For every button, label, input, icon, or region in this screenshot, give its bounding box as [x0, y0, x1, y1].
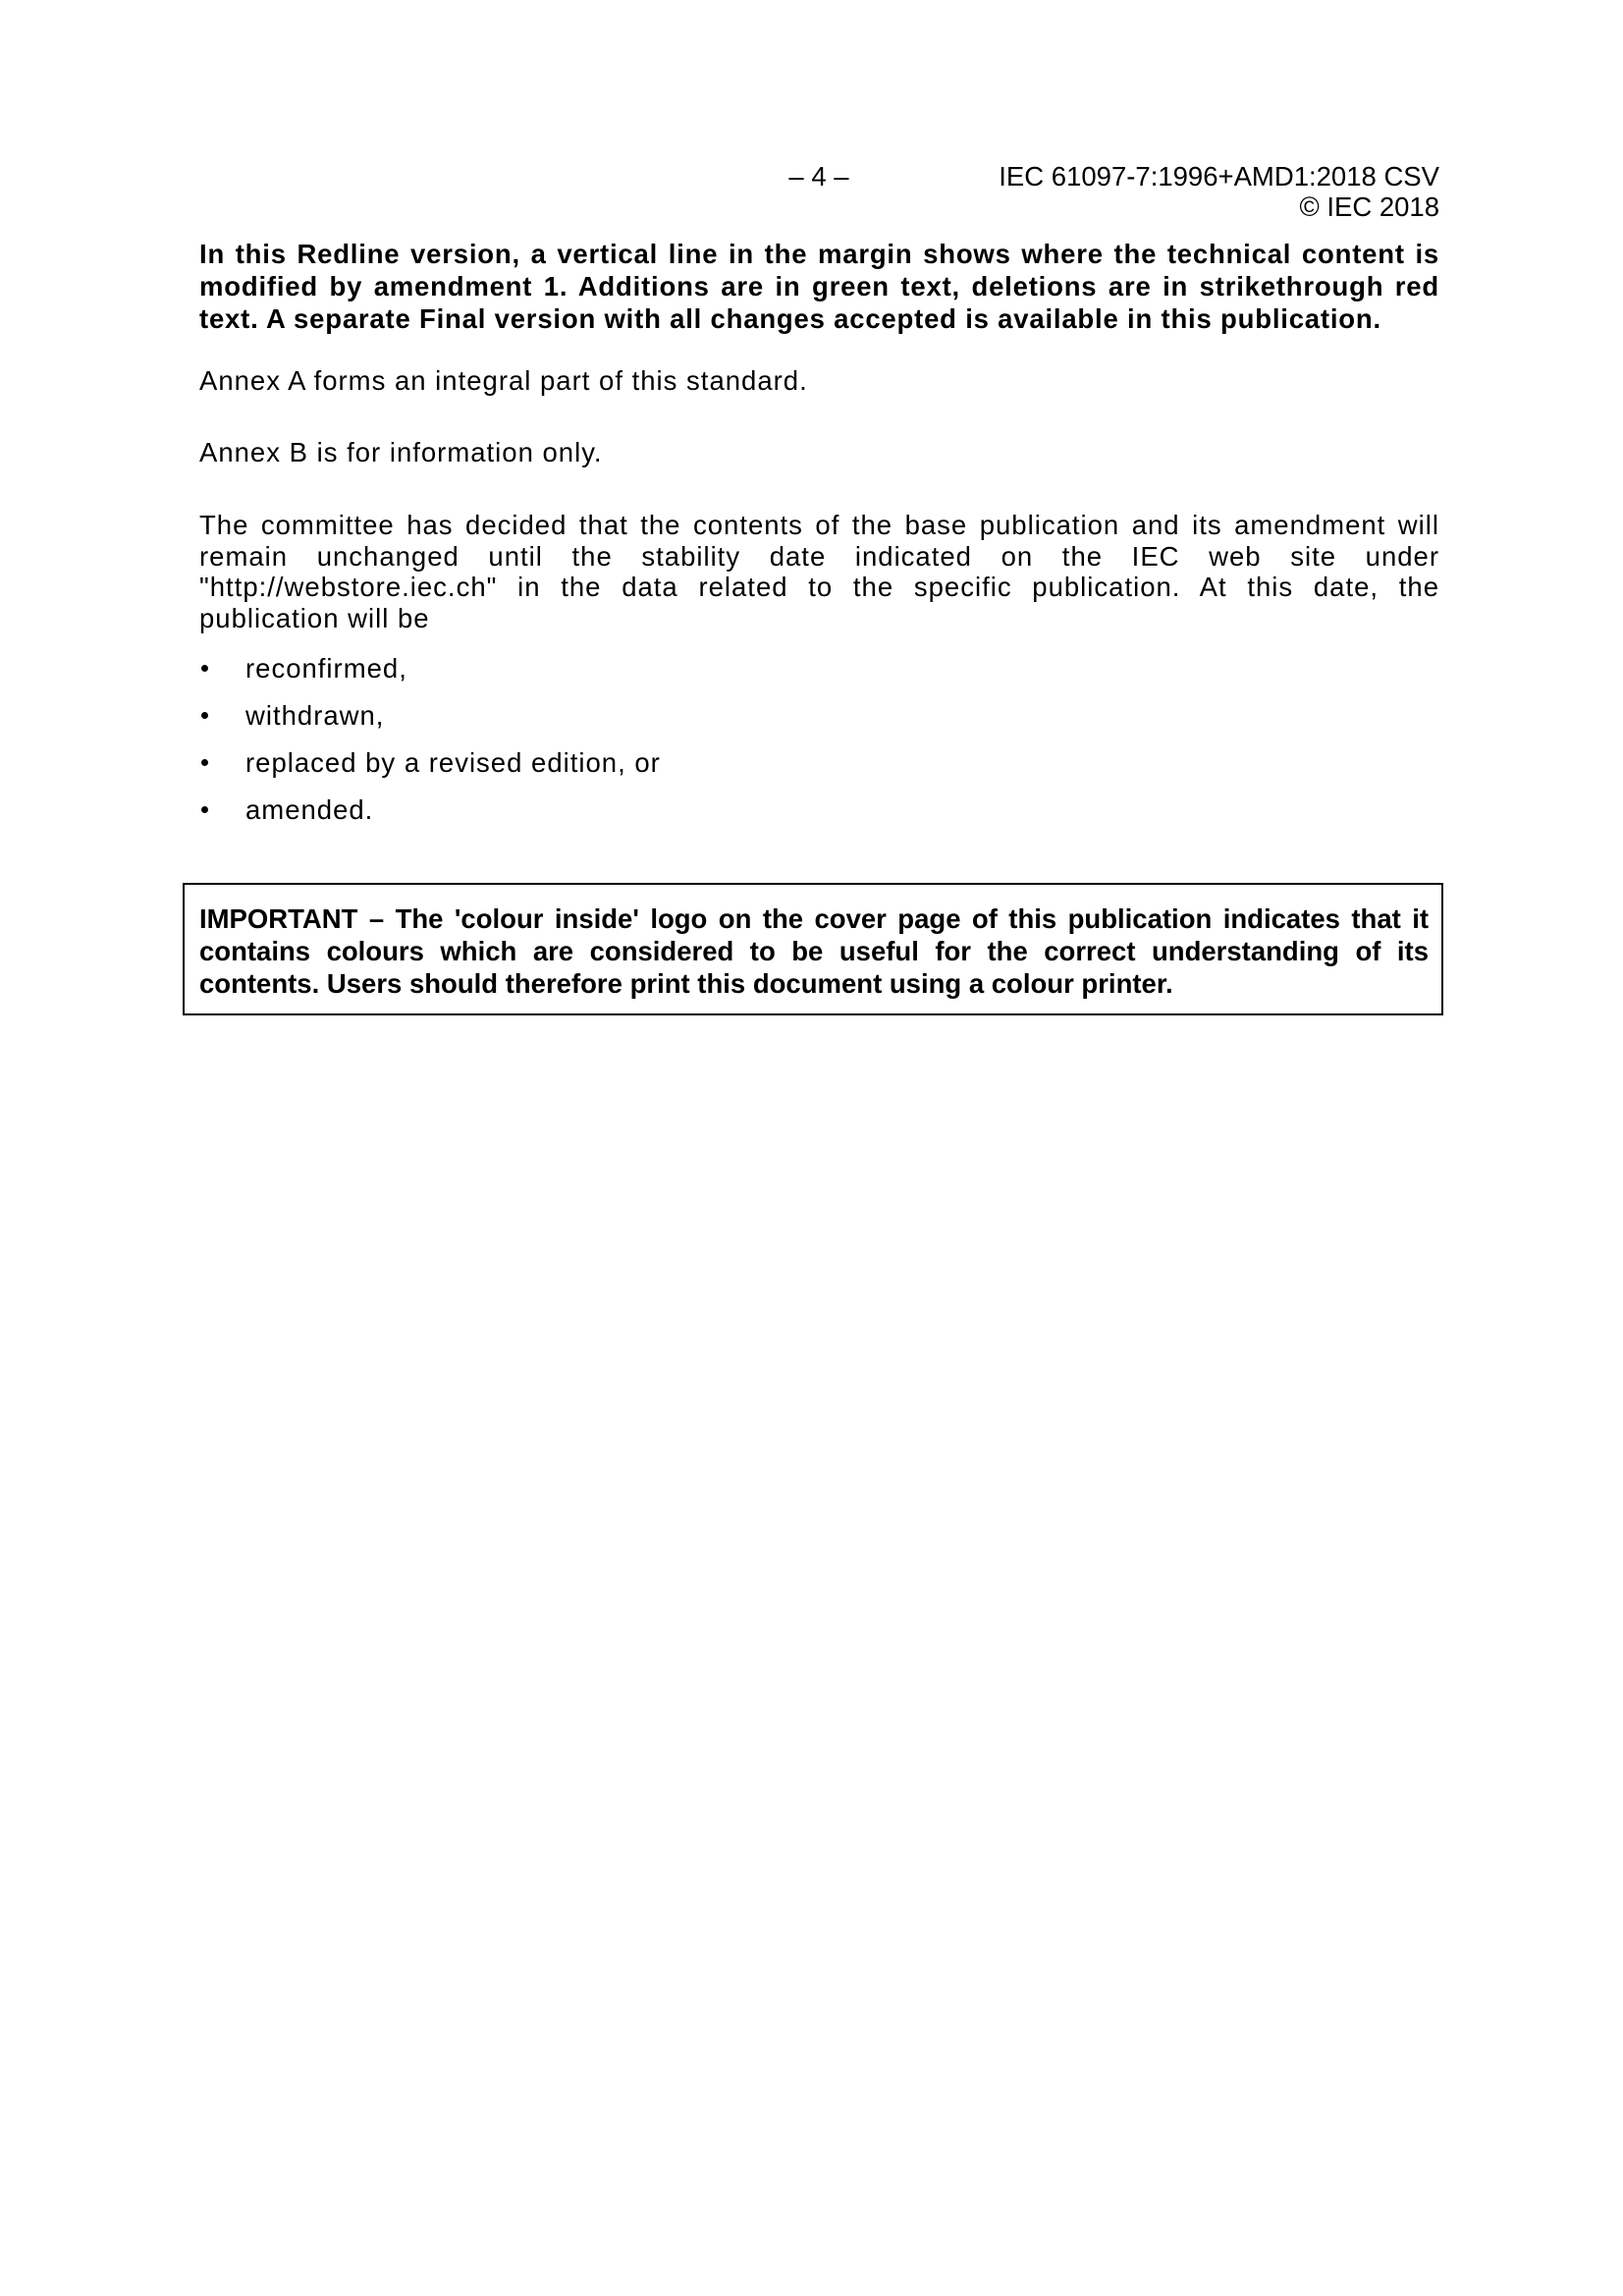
- list-item: [199, 653, 1439, 684]
- bullet-marker: [201, 712, 208, 719]
- annex-b-statement: Annex B is for information only.: [199, 437, 603, 467]
- redline-notice: In this Redline version, a vertical line in the margin shows where the technical content is modified by amendment 1. Additions are in green text, deletions are in strikethrough red text. A separate Final version with all changes accepted is available in this publication.: [199, 239, 1439, 334]
- page-header: [999, 161, 1439, 222]
- bullet-marker: [201, 665, 208, 672]
- annex-a-statement: Annex A forms an integral part of this standard.: [199, 365, 808, 396]
- list-item: [199, 700, 1439, 732]
- document-id: IEC 61097-7:1996+AMD1:2018 CSV: [999, 161, 1439, 191]
- list-item-text: replaced by a revised edition, or: [245, 747, 661, 778]
- copyright-notice: © IEC 2018: [1299, 191, 1439, 222]
- outcome-list: [199, 653, 1439, 842]
- list-item: [199, 794, 1439, 826]
- list-item-text: amended.: [245, 794, 374, 825]
- important-notice-text: IMPORTANT – The 'colour inside' logo on the cover page of this publication indicates that it contains colours which are considered to be useful for the correct understanding of its contents. Users should therefore print this document using a colour printer.: [199, 903, 1429, 999]
- bullet-marker: [201, 806, 208, 813]
- bullet-marker: [201, 759, 208, 766]
- page-number: – 4 –: [788, 161, 849, 191]
- list-item-text: withdrawn,: [245, 700, 385, 731]
- list-item-text: reconfirmed,: [245, 653, 407, 683]
- important-notice-box: [183, 883, 1443, 1015]
- list-item: [199, 747, 1439, 779]
- committee-paragraph: The committee has decided that the contents of the base publication and its amendment will remain unchanged until the stability date indicated on the IEC web site under "http://webstore.iec.ch" in the data related to the specific publication. At this date, the publication will be: [199, 510, 1439, 634]
